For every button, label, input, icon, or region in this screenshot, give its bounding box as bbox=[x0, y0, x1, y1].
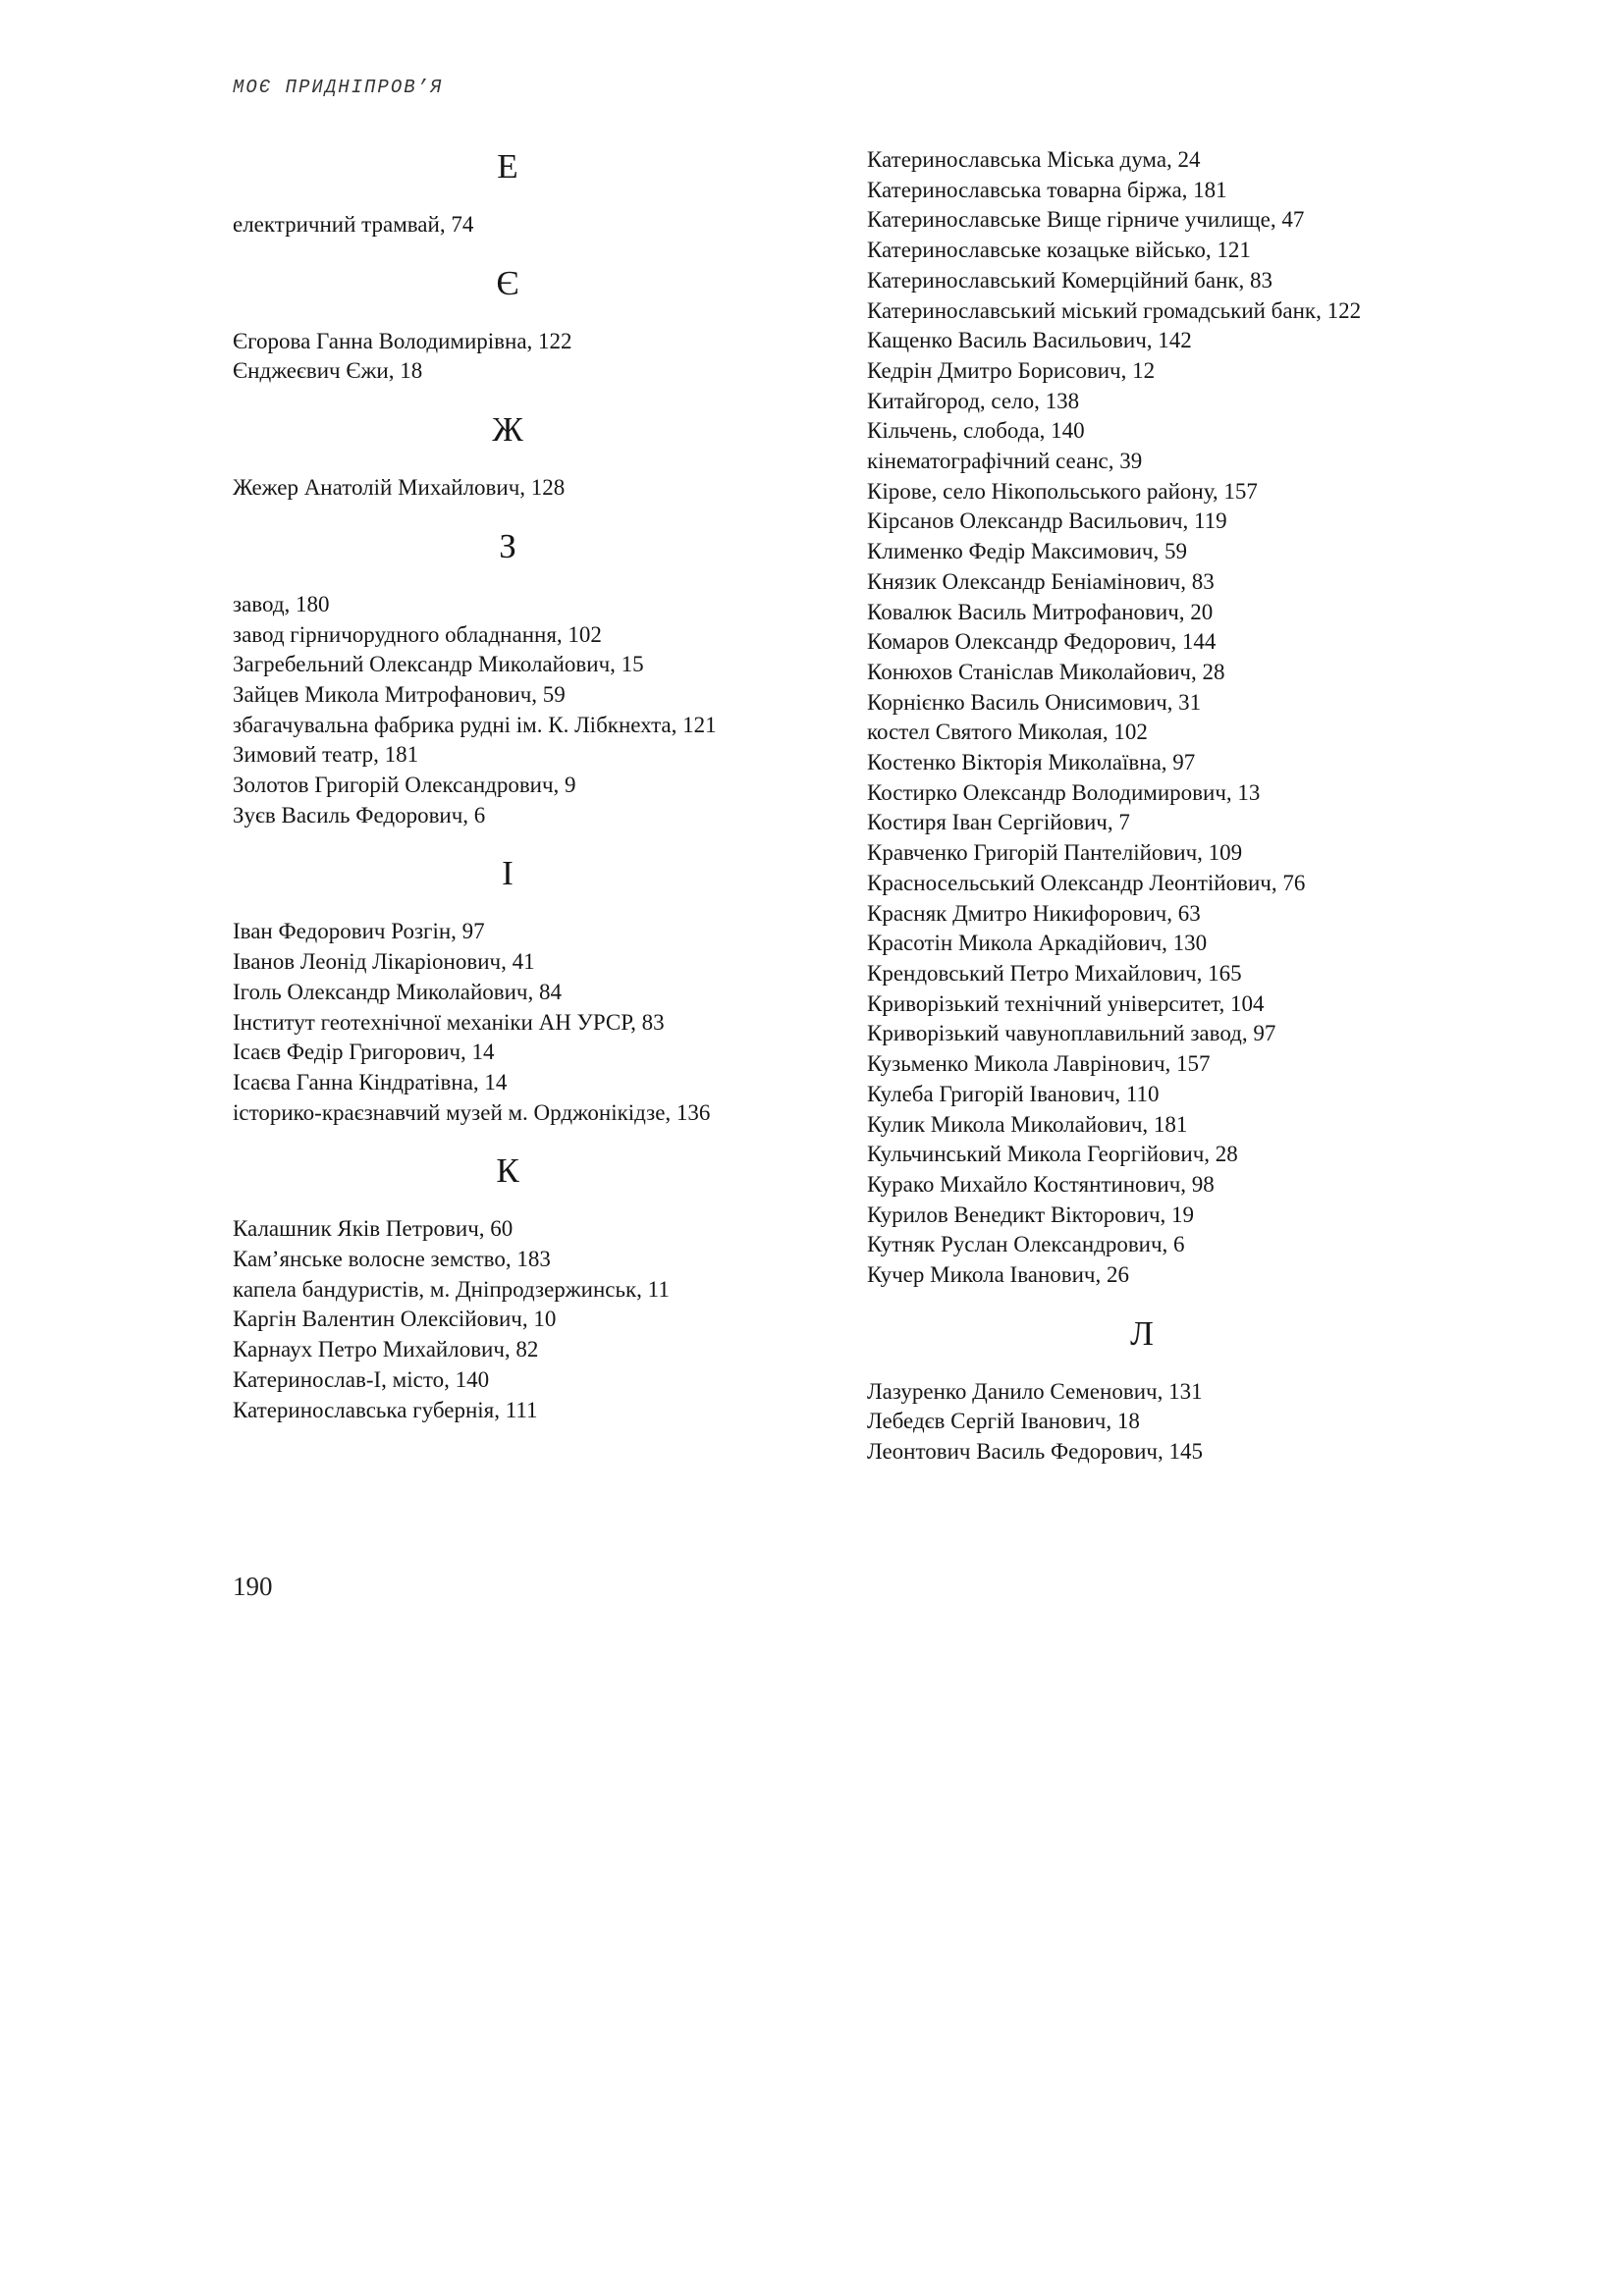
index-section bbox=[867, 1312, 1417, 1468]
entry-list bbox=[233, 210, 783, 240]
index-entry: Кулеба Григорій Іванович, 110 bbox=[867, 1081, 1160, 1106]
section-letter: Е bbox=[497, 147, 518, 186]
index-entry: Кульчинський Микола Георгійович, 28 bbox=[867, 1142, 1238, 1167]
index-entry: Карнаух Петро Михайлович, 82 bbox=[233, 1337, 539, 1362]
index-section bbox=[233, 1149, 783, 1425]
index-entry: Зайцев Микола Митрофанович, 59 bbox=[233, 681, 566, 707]
index-entry: Курилов Венедикт Вікторович, 19 bbox=[867, 1201, 1195, 1227]
index-entry: Кутняк Руслан Олександрович, 6 bbox=[867, 1232, 1185, 1257]
index-entry: Криворізький технічний університет, 104 bbox=[867, 990, 1265, 1016]
index-section bbox=[233, 525, 783, 831]
section-letter: Л bbox=[1130, 1313, 1154, 1353]
index-entry: Катеринославський Комерційний банк, 83 bbox=[867, 267, 1273, 293]
index-entry: Лазуренко Данило Семенович, 131 bbox=[867, 1378, 1203, 1404]
index-entry: Красотін Микола Аркадійович, 130 bbox=[867, 931, 1208, 956]
index-entry: електричний трамвай, 74 bbox=[233, 212, 474, 237]
entry-list bbox=[233, 917, 783, 1128]
index-entry: Китайгород, село, 138 bbox=[867, 388, 1080, 413]
index-entry: Жежер Анатолій Михайлович, 128 bbox=[233, 475, 566, 501]
index-entry: Криворізький чавуноплавильний завод, 97 bbox=[867, 1021, 1276, 1046]
entry-list bbox=[233, 590, 783, 831]
index-entry: Іголь Олександр Миколайович, 84 bbox=[233, 979, 562, 1004]
index-entry: Катеринославське Вище гірниче училище, 47 bbox=[867, 207, 1305, 233]
index-entry: капела бандуристів, м. Дніпродзержинськ, 11 bbox=[233, 1276, 670, 1302]
index-entry: Калашник Яків Петрович, 60 bbox=[233, 1216, 514, 1242]
section-letter: Є bbox=[496, 263, 519, 302]
index-entry: Кільчень, слобода, 140 bbox=[867, 418, 1085, 444]
index-entry: Кулик Микола Миколайович, 181 bbox=[867, 1111, 1188, 1137]
index-entry: Кравченко Григорій Пантелійович, 109 bbox=[867, 840, 1243, 866]
index-entry: Клименко Федір Максимович, 59 bbox=[867, 539, 1187, 564]
index-entry: Костиря Іван Сергійович, 7 bbox=[867, 810, 1130, 835]
index-entry: Іван Федорович Розгін, 97 bbox=[233, 919, 485, 944]
index-section bbox=[867, 145, 1417, 1291]
index-entry: Єгорова Ганна Володимирівна, 122 bbox=[233, 328, 572, 353]
index-entry: Золотов Григорій Олександрович, 9 bbox=[233, 773, 576, 798]
index-entry: Костенко Вікторія Миколаївна, 97 bbox=[867, 750, 1196, 775]
index-entry: Кам’янське волосне земство, 183 bbox=[233, 1247, 551, 1272]
page-number: 190 bbox=[233, 1572, 273, 1601]
running-header: МОЄ ПРИДНІПРОВ’Я bbox=[233, 77, 444, 98]
index-entry: Єнджеєвич Єжи, 18 bbox=[233, 358, 423, 384]
index-entry: Кузьменко Микола Лаврінович, 157 bbox=[867, 1051, 1211, 1077]
index-entry: Іванов Леонід Лікаріонович, 41 bbox=[233, 949, 535, 975]
index-entry: Ковалюк Василь Митрофанович, 20 bbox=[867, 599, 1214, 624]
index-entry: Костирко Олександр Володимирович, 13 bbox=[867, 779, 1261, 805]
section-letter: Ж bbox=[492, 410, 523, 450]
entry-list bbox=[867, 1377, 1417, 1468]
index-entry: завод, 180 bbox=[233, 591, 330, 616]
index-entry: Кедрін Дмитро Борисович, 12 bbox=[867, 357, 1156, 383]
index-entry: Катеринослав-I, місто, 140 bbox=[233, 1366, 490, 1392]
section-letter: І bbox=[502, 854, 514, 893]
index-entry: Красносельський Олександр Леонтійович, 76 bbox=[867, 870, 1306, 895]
index-entry: Ісаєва Ганна Кіндратівна, 14 bbox=[233, 1069, 508, 1095]
section-letter: З bbox=[499, 526, 516, 565]
entry-list bbox=[233, 473, 783, 504]
index-entry: Курако Михайло Костянтинович, 98 bbox=[867, 1171, 1215, 1197]
index-entry: Леонтович Василь Федорович, 145 bbox=[867, 1439, 1203, 1465]
index-entry: Лебедєв Сергій Іванович, 18 bbox=[867, 1409, 1140, 1434]
index-section bbox=[233, 852, 783, 1128]
index-entry: Каргін Валентин Олексійович, 10 bbox=[233, 1307, 557, 1332]
entry-list bbox=[867, 145, 1417, 1291]
section-letter: К bbox=[496, 1151, 519, 1191]
index-entry: історико-краєзнавчий музей м. Орджонікідзе, 136 bbox=[233, 1099, 711, 1125]
index-entry: Інститут геотехнічної механіки АН УРСР, 83 bbox=[233, 1009, 665, 1035]
index-section bbox=[233, 408, 783, 504]
index-entry: Катеринославська товарна біржа, 181 bbox=[867, 177, 1227, 202]
index-entry: Катеринославське козацьке військо, 121 bbox=[867, 238, 1251, 263]
index-entry: Кірове, село Нікопольського району, 157 bbox=[867, 478, 1258, 504]
index-entry: Кучер Микола Іванович, 26 bbox=[867, 1262, 1130, 1288]
index-entry: збагачувальна фабрика рудні ім. К. Лібкнехта, 121 bbox=[233, 712, 717, 737]
index-entry: Катеринославська губернія, 111 bbox=[233, 1397, 538, 1422]
index-column-left bbox=[233, 145, 783, 1425]
index-entry: костел Святого Миколая, 102 bbox=[867, 720, 1148, 745]
index-entry: Зимовий театр, 181 bbox=[233, 742, 419, 768]
index-entry: Зуєв Василь Федорович, 6 bbox=[233, 802, 486, 828]
index-section bbox=[233, 262, 783, 387]
index-entry: Катеринославський міський громадський банк, 122 bbox=[867, 297, 1362, 323]
entry-list bbox=[233, 1214, 783, 1425]
index-entry: Комаров Олександр Федорович, 144 bbox=[867, 629, 1217, 655]
index-entry: Кірсанов Олександр Васильович, 119 bbox=[867, 508, 1227, 534]
index-entry: кінематографічний сеанс, 39 bbox=[867, 449, 1143, 474]
index-entry: Ісаєв Федір Григорович, 14 bbox=[233, 1040, 495, 1065]
index-entry: Красняк Дмитро Никифорович, 63 bbox=[867, 900, 1201, 926]
index-entry: Крендовський Петро Михайлович, 165 bbox=[867, 960, 1242, 986]
index-entry: Князик Олександр Беніамінович, 83 bbox=[867, 568, 1215, 594]
index-entry: Загребельний Олександр Миколайович, 15 bbox=[233, 652, 644, 677]
index-entry: Кащенко Василь Васильович, 142 bbox=[867, 328, 1192, 353]
index-entry: завод гірничорудного обладнання, 102 bbox=[233, 621, 602, 647]
entry-list bbox=[233, 327, 783, 387]
index-section bbox=[233, 145, 783, 240]
index-column-right bbox=[867, 145, 1417, 1468]
index-entry: Катеринославська Міська дума, 24 bbox=[867, 147, 1201, 172]
index-entry: Конюхов Станіслав Миколайович, 28 bbox=[867, 659, 1225, 684]
index-entry: Корнієнко Василь Онисимович, 31 bbox=[867, 689, 1202, 715]
